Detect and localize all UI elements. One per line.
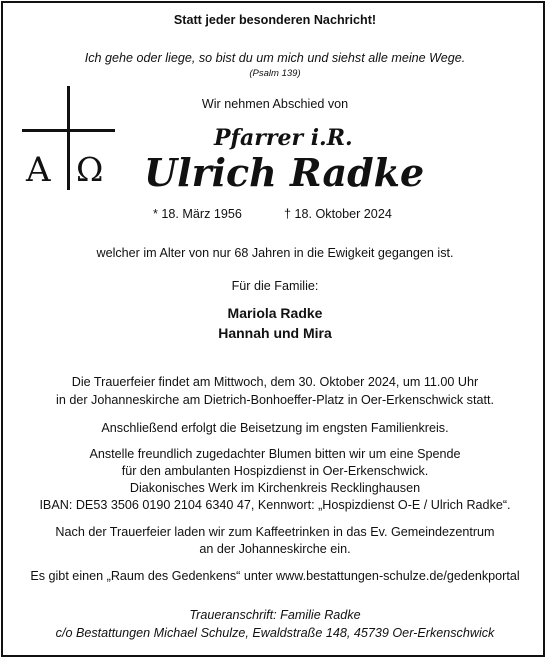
funeral-line: Die Trauerfeier findet am Mittwoch, dem 30. Oktober 2024, um 11.00 Uhr <box>71 375 479 389</box>
coffee-line: Nach der Trauerfeier laden wir zum Kaffeetrinken in das Ev. Gemeindezentrum <box>55 525 495 539</box>
alpha-symbol: A <box>26 150 51 190</box>
age-text: welcher im Alter von nur 68 Jahren in die Ewigkeit gegangen ist. <box>96 246 454 260</box>
cross-horizontal <box>22 129 115 132</box>
coffee-line: an der Johanneskirche ein. <box>199 542 351 556</box>
address-line: Traueranschrift: Familie Radke <box>189 608 361 622</box>
quote-text: Ich gehe oder liege, so bist du um mich und siehst alle meine Wege. <box>84 51 466 65</box>
address-line: c/o Bestattungen Michael Schulze, Ewaldstraße 148, 45739 Oer-Erkenschwick <box>55 626 495 640</box>
cross-vertical <box>67 86 70 190</box>
donation-line: Anstelle freundlich zugedachter Blumen bitten wir um eine Spende <box>89 447 461 461</box>
omega-symbol: Ω <box>76 150 104 189</box>
quote-source: (Psalm 139) <box>249 68 301 79</box>
donation-line: IBAN: DE53 3506 0190 2104 6340 47, Kennwort: „Hospizdienst O-E / Ulrich Radke“. <box>39 498 511 512</box>
burial-text: Anschließend erfolgt die Beisetzung im engsten Familienkreis. <box>101 421 449 435</box>
deceased-title: Pfarrer i.R. <box>214 125 353 151</box>
family-intro: Für die Familie: <box>231 279 319 293</box>
family-member: Hannah und Mira <box>218 325 332 341</box>
birth-date: * 18. März 1956 <box>153 207 242 221</box>
intro-text: Wir nehmen Abschied von <box>201 97 349 111</box>
header-text: Statt jeder besonderen Nachricht! <box>173 13 377 27</box>
memorial-text: Es gibt einen „Raum des Gedenkens“ unter www.bestattungen-schulze.de/gedenkportal <box>30 569 520 583</box>
donation-line: Diakonisches Werk im Kirchenkreis Recklinghausen <box>129 481 421 495</box>
deceased-name: Ulrich Radke <box>144 150 425 195</box>
family-member: Mariola Radke <box>227 305 323 321</box>
funeral-line: in der Johanneskirche am Dietrich-Bonhoeffer-Platz in Oer-Erkenschwick statt. <box>56 393 494 407</box>
death-date: † 18. Oktober 2024 <box>284 207 392 221</box>
donation-line: für den ambulanten Hospizdienst in Oer-Erkenschwick. <box>121 464 429 478</box>
